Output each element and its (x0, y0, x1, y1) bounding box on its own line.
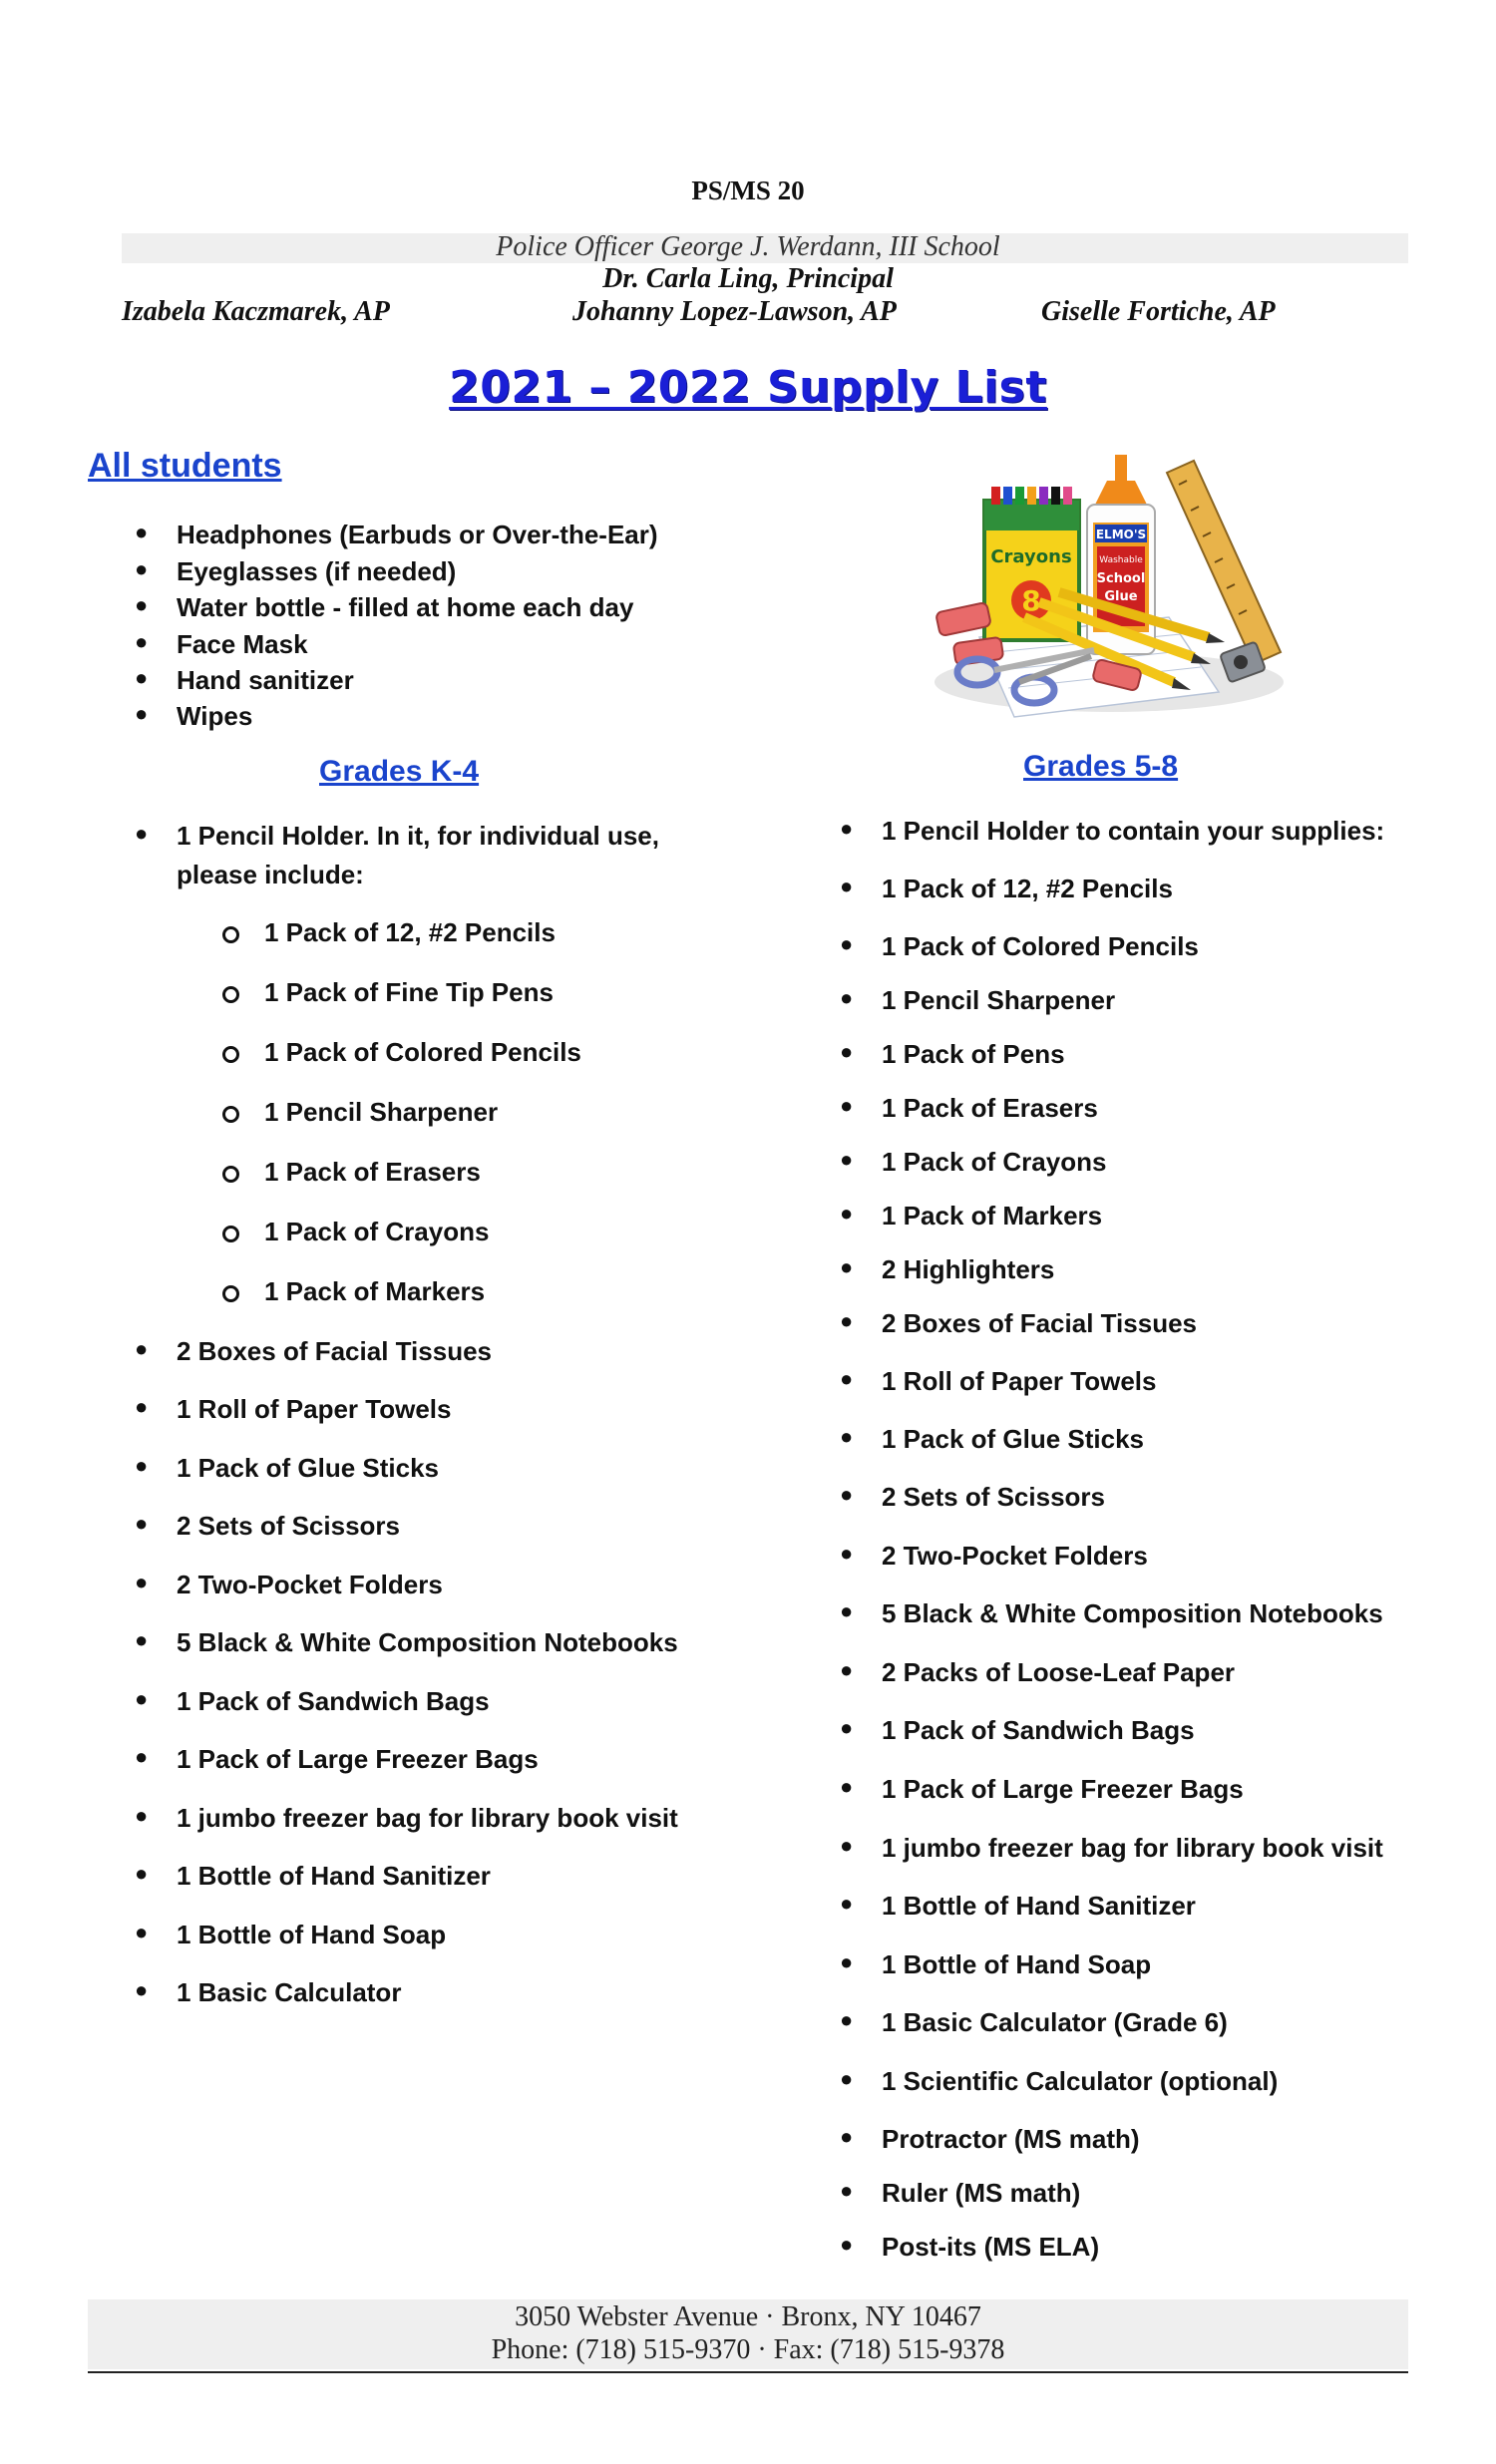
list-item: ● 5 Black & White Composition Notebooks (840, 1598, 1383, 1628)
bullet-icon: ● (840, 931, 854, 956)
bullet-icon: ● (840, 1254, 854, 1279)
list-item: ● 5 Black & White Composition Notebooks (135, 1627, 678, 1657)
bullet-icon: ● (135, 1744, 149, 1769)
circle-bullet-icon (222, 1046, 239, 1063)
bullet-icon: ● (840, 874, 854, 898)
bullet-icon: ● (840, 2232, 854, 2257)
bullet-icon: ● (840, 816, 854, 841)
bullet-icon: ● (135, 1861, 149, 1886)
bullet-icon: ● (135, 1336, 149, 1361)
bullet-icon: ● (135, 701, 149, 726)
supply-list-title: 2021 – 2022 Supply List (449, 362, 1047, 413)
list-item: ● 1 Basic Calculator (Grade 6) (840, 2007, 1228, 2037)
bullet-icon: ● (135, 556, 149, 581)
list-item: ● 1 jumbo freezer bag for library book visit (840, 1833, 1383, 1863)
list-item: ● 1 Bottle of Hand Sanitizer (135, 1861, 491, 1891)
list-item: ● Protractor (MS math) (840, 2124, 1140, 2154)
list-item: ● Ruler (MS math) (840, 2178, 1081, 2208)
crayons-label: Crayons (990, 546, 1072, 567)
circle-bullet-icon (222, 1226, 239, 1242)
bullet-icon: ● (135, 1394, 149, 1419)
circle-bullet-icon (222, 1166, 239, 1183)
list-item: ● Hand sanitizer (135, 665, 354, 695)
bullet-icon: ● (135, 592, 149, 617)
glue-line-3: Glue (1104, 589, 1138, 604)
list-item: ● 1 Bottle of Hand Soap (840, 1949, 1152, 1979)
principal-name: Dr. Carla Ling, Principal (602, 263, 894, 294)
list-item: ● 1 Bottle of Hand Sanitizer (840, 1891, 1196, 1921)
bullet-icon: ● (840, 1147, 854, 1172)
list-item: ● Eyeglasses (if needed) (135, 556, 457, 586)
list-item: ● 1 Pack of Colored Pencils (840, 931, 1199, 961)
list-item: ● Water bottle - filled at home each day (135, 592, 634, 622)
bullet-icon: ● (840, 985, 854, 1010)
list-item: ● 1 Pack of Large Freezer Bags (840, 1774, 1244, 1804)
sub-list-item: 1 Pack of Erasers (264, 1157, 481, 1188)
grades-5-8-heading: Grades 5-8 (1023, 750, 1179, 783)
sub-list-item: 1 Pencil Sharpener (264, 1097, 498, 1128)
bullet-icon: ● (135, 1920, 149, 1944)
bullet-icon: ● (135, 1570, 149, 1594)
bullet-icon: ● (840, 1201, 854, 1226)
list-item: ● Post-its (MS ELA) (840, 2232, 1100, 2262)
circle-bullet-icon (222, 1285, 239, 1302)
bullet-icon: ● (135, 1511, 149, 1536)
bullet-icon: ● (135, 1803, 149, 1828)
list-item: ● 1 Basic Calculator (135, 1977, 402, 2007)
list-item: ● Face Mask (135, 629, 308, 659)
list-item: ● 1 Bottle of Hand Soap (135, 1920, 447, 1949)
bullet-icon: ● (135, 520, 149, 544)
bullet-icon: ● (840, 1093, 854, 1118)
list-item: ● 1 Pack of Large Freezer Bags (135, 1744, 539, 1774)
sub-list-item: 1 Pack of Colored Pencils (264, 1037, 581, 1068)
all-students-heading: All students (88, 447, 282, 485)
list-item: ● 1 Pencil Sharpener (840, 985, 1116, 1015)
bullet-icon: ● (840, 1482, 854, 1507)
bullet-icon: ● (135, 629, 149, 654)
bullet-icon: ● (840, 1833, 854, 1858)
footer-rule (88, 2371, 1408, 2373)
list-item-continuation: please include: (177, 860, 364, 889)
footer-address: 3050 Webster Avenue · Bronx, NY 10467 (515, 2301, 981, 2332)
sub-list-item: 1 Pack of 12, #2 Pencils (264, 917, 556, 948)
bullet-icon: ● (840, 1598, 854, 1623)
school-subtitle: Police Officer George J. Werdann, III School (496, 231, 1000, 262)
bullet-icon: ● (840, 2178, 854, 2203)
list-item: ● 2 Sets of Scissors (135, 1511, 400, 1541)
list-item: ● 1 Pack of Markers (840, 1201, 1103, 1231)
circle-bullet-icon (222, 986, 239, 1003)
school-name: PS/MS 20 (691, 176, 805, 205)
bullet-icon: ● (840, 1308, 854, 1333)
bullet-icon: ● (840, 1366, 854, 1391)
list-item: ● 1 Scientific Calculator (optional) (840, 2066, 1279, 2096)
assistant-principal-3: Giselle Fortiche, AP (1041, 296, 1276, 327)
list-item: ● 2 Boxes of Facial Tissues (135, 1336, 492, 1366)
bullet-icon: ● (135, 821, 149, 846)
list-item: ● Wipes (135, 701, 253, 731)
list-item: ● 2 Boxes of Facial Tissues (840, 1308, 1197, 1338)
list-item: ● 2 Highlighters (840, 1254, 1055, 1284)
footer-phone-fax: Phone: (718) 515-9370 · Fax: (718) 515-9378 (491, 2334, 1005, 2365)
list-item: ● 1 Pack of Erasers (840, 1093, 1098, 1123)
list-item: ● 1 Pack of 12, #2 Pencils (840, 874, 1173, 903)
sub-list-item: 1 Pack of Markers (264, 1276, 485, 1307)
list-item: ● 1 Pack of Crayons (840, 1147, 1107, 1177)
list-item: ● 1 Pack of Sandwich Bags (135, 1686, 490, 1716)
bullet-icon: ● (840, 2007, 854, 2032)
assistant-principal-2: Johanny Lopez-Lawson, AP (572, 296, 897, 327)
bullet-icon: ● (840, 1774, 854, 1799)
bullet-icon: ● (135, 1453, 149, 1478)
bullet-icon: ● (840, 2066, 854, 2091)
sub-list-item: 1 Pack of Crayons (264, 1217, 489, 1247)
list-item: ● 2 Two-Pocket Folders (135, 1570, 443, 1599)
school-supplies-image (920, 443, 1291, 727)
bullet-icon: ● (840, 1891, 854, 1916)
assistant-principal-1: Izabela Kaczmarek, AP (122, 296, 390, 327)
bullet-icon: ● (840, 1541, 854, 1566)
circle-bullet-icon (222, 926, 239, 943)
bullet-icon: ● (135, 1977, 149, 2002)
bullet-icon: ● (840, 1715, 854, 1740)
glue-line-2: School (1096, 571, 1146, 586)
bullet-icon: ● (135, 1627, 149, 1652)
glue-line-1: Washable (1099, 555, 1143, 565)
list-item: ● 2 Packs of Loose-Leaf Paper (840, 1657, 1236, 1687)
grades-k4-heading: Grades K-4 (319, 755, 480, 788)
bullet-icon: ● (840, 1424, 854, 1449)
bullet-icon: ● (840, 1949, 854, 1974)
list-item: ● 1 Pack of Glue Sticks (135, 1453, 440, 1483)
list-item: ● 1 Pencil Holder. In it, for individual use, (135, 821, 659, 851)
bullet-icon: ● (135, 1686, 149, 1711)
bullet-icon: ● (135, 665, 149, 690)
list-item: ● 1 Roll of Paper Towels (840, 1366, 1157, 1396)
list-item: ● 2 Sets of Scissors (840, 1482, 1105, 1512)
list-item: ● 1 jumbo freezer bag for library book visit (135, 1803, 678, 1833)
bullet-icon: ● (840, 1039, 854, 1064)
glue-brand: ELMO'S (1095, 528, 1147, 541)
list-item: ● 2 Two-Pocket Folders (840, 1541, 1148, 1571)
crayons-count: 8 (1021, 584, 1041, 617)
list-item: ● 1 Pack of Glue Sticks (840, 1424, 1145, 1454)
sub-list-item: 1 Pack of Fine Tip Pens (264, 977, 554, 1008)
list-item: ● Headphones (Earbuds or Over-the-Ear) (135, 520, 658, 549)
list-item: ● 1 Roll of Paper Towels (135, 1394, 452, 1424)
list-item: ● 1 Pack of Pens (840, 1039, 1065, 1069)
bullet-icon: ● (840, 1657, 854, 1682)
circle-bullet-icon (222, 1106, 239, 1123)
bullet-icon: ● (840, 2124, 854, 2149)
list-item: ● 1 Pencil Holder to contain your supplies: (840, 816, 1385, 846)
list-item: ● 1 Pack of Sandwich Bags (840, 1715, 1195, 1745)
